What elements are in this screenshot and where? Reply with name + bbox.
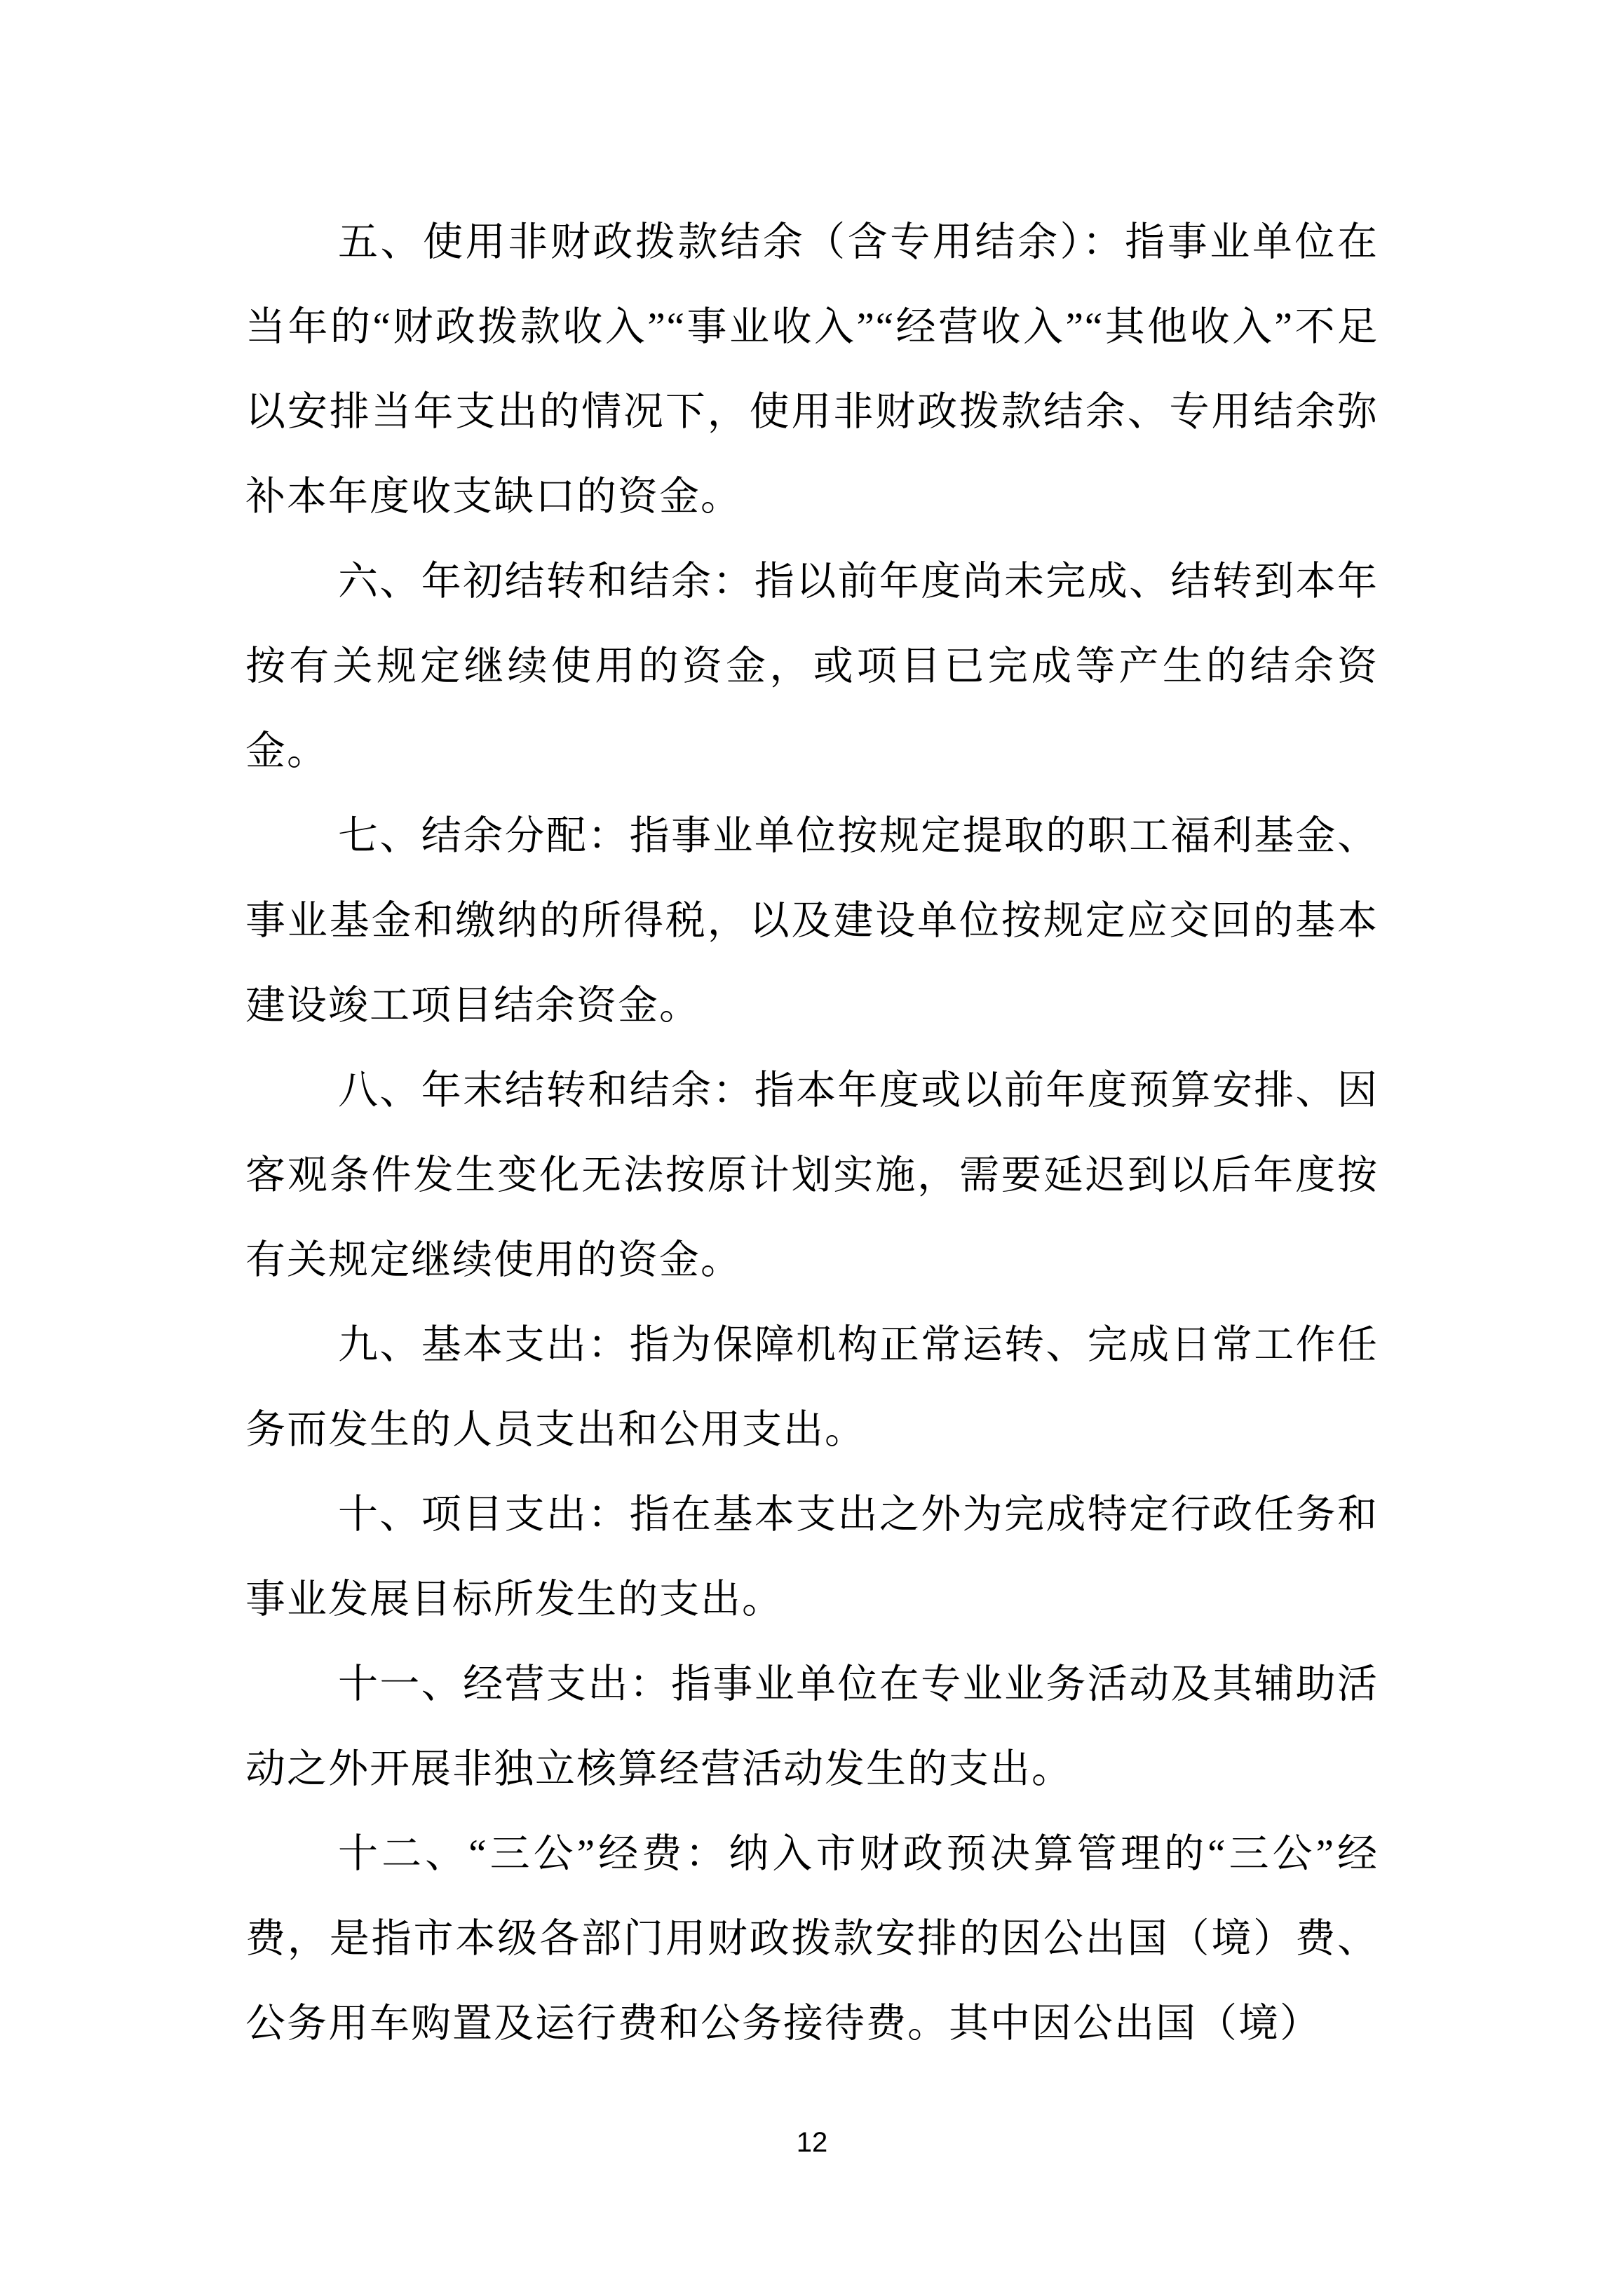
- paragraph: 十二、“三公”经费：纳入市财政预决算管理的“三公”经费，是指市本级各部门用财政拨款安排的因公出国（境）费、公务用车购置及运行费和公务接待费。其中因公出国（境）: [245, 1832, 1379, 2046]
- paragraph: 七、结余分配：指事业单位按规定提取的职工福利基金、事业基金和缴纳的所得税，以及建设单位按规定应交回的基本建设竣工项目结余资金。: [245, 814, 1379, 1028]
- paragraph: 十一、经营支出：指事业单位在专业业务活动及其辅助活动之外开展非独立核算经营活动发生的支出。: [245, 1662, 1379, 1791]
- paragraph: 五、使用非财政拨款结余（含专用结余）：指事业单位在当年的“财政拨款收入”“事业收入”“经营收入”“其他收入”不足以安排当年支出的情况下，使用非财政拨款结余、专用结余弥补本年度收支缺口的资金。: [245, 220, 1379, 519]
- paragraph: 九、基本支出：指为保障机构正常运转、完成日常工作任务而发生的人员支出和公用支出。: [245, 1323, 1379, 1452]
- paragraph: 八、年末结转和结余：指本年度或以前年度预算安排、因客观条件发生变化无法按原计划实施，需要延迟到以后年度按有关规定继续使用的资金。: [245, 1068, 1379, 1282]
- paragraph: 六、年初结转和结余：指以前年度尚未完成、结转到本年按有关规定继续使用的资金，或项目已完成等产生的结余资金。: [245, 559, 1379, 773]
- page-number: 12: [796, 2127, 828, 2158]
- paragraph: 十、项目支出：指在基本支出之外为完成特定行政任务和事业发展目标所发生的支出。: [245, 1493, 1379, 1622]
- body-text: [245, 200, 1379, 2066]
